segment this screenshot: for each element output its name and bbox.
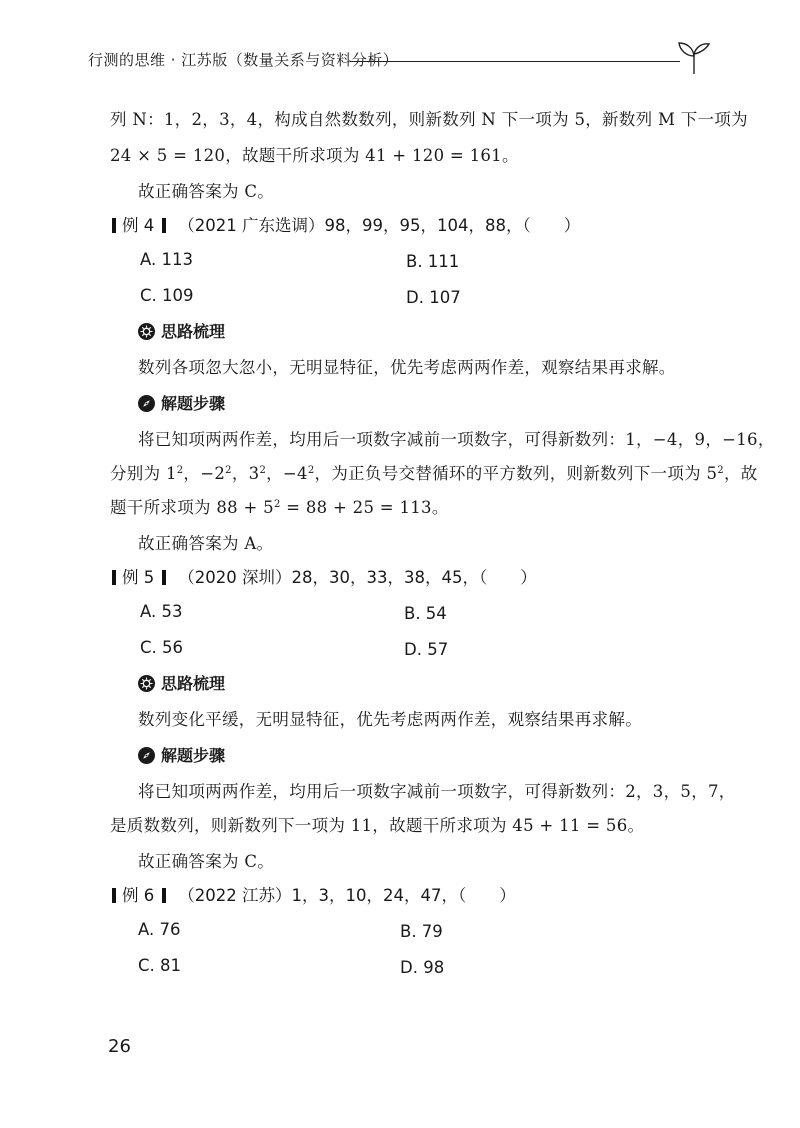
example-source: （2022 江苏） — [178, 886, 292, 905]
example-bar — [112, 570, 116, 585]
example-bar — [112, 218, 116, 233]
option-a: A. 53 — [140, 602, 183, 621]
option-c: C. 56 — [140, 638, 184, 657]
example-source: （2020 深圳） — [178, 568, 292, 587]
example-label: 例 4 — [122, 216, 155, 235]
thinking-heading — [138, 672, 225, 696]
example-heading — [112, 566, 537, 590]
steps-line: 题干所求项为 $88 + 5^2 = 88 + 25 = 113$。 — [110, 498, 449, 517]
steps-line: 分别为 $1^2$，$-2^2$，$3^2$，$-4^2$，为正负号交替循环的平方数列，则新数列下一项为 $5^2$，故 — [110, 464, 758, 483]
example-label: 例 5 — [122, 568, 155, 587]
example-source: （2021 广东选调） — [178, 216, 325, 235]
steps-title: 解题步骤 — [161, 394, 226, 413]
option-a: A. 113 — [140, 250, 193, 269]
steps-line: 是质数数列，则新数列下一项为 11，故题干所求项为 45 + 11 = 56。 — [110, 816, 645, 835]
option-b: B. 79 — [400, 922, 443, 941]
thinking-heading — [138, 320, 225, 344]
example-question: 1，3，10，24，47，（ ） — [291, 886, 516, 905]
example-heading — [112, 884, 516, 908]
option-d: D. 57 — [404, 640, 449, 659]
thinking-title: 思路梳理 — [161, 322, 226, 341]
steps-heading — [138, 744, 225, 768]
gear-bulb-icon — [138, 675, 155, 692]
option-a: A. 76 — [138, 920, 181, 939]
example-label: 例 6 — [122, 886, 155, 905]
text-line: 列 N：1，2，3，4，构成自然数数列，则新数列 N 下一项为 5，新数列 M 下一项为 — [110, 110, 748, 129]
option-c: C. 81 — [138, 956, 182, 975]
option-d: D. 107 — [406, 288, 461, 307]
answer-line: 故正确答案为 C。 — [138, 852, 275, 871]
compass-icon — [138, 747, 155, 764]
example-bar — [162, 570, 166, 585]
page-number: 26 — [108, 1036, 131, 1057]
option-b: B. 54 — [404, 604, 447, 623]
header-title: 行测的思维 · 江苏版（数量关系与资料分析） — [88, 51, 399, 69]
steps-line: 将已知项两两作差，均用后一项数字减前一项数字，可得新数列：1，−4，9，−16， — [138, 430, 775, 449]
text-line: 24 × 5 = 120，故题干所求项为 41 + 120 = 161。 — [110, 146, 519, 165]
thinking-title: 思路梳理 — [161, 674, 226, 693]
example-heading — [112, 214, 580, 238]
gear-bulb-icon — [138, 323, 155, 340]
running-header — [88, 40, 728, 80]
thinking-text: 数列各项忽大忽小，无明显特征，优先考虑两两作差，观察结果再求解。 — [138, 358, 676, 377]
steps-line: 将已知项两两作差，均用后一项数字减前一项数字，可得新数列：2，3，5，7， — [138, 782, 736, 801]
steps-title: 解题步骤 — [161, 746, 226, 765]
thinking-text: 数列变化平缓，无明显特征，优先考虑两两作差，观察结果再求解。 — [138, 710, 642, 729]
option-b: B. 111 — [406, 252, 460, 271]
example-question: 98，99，95，104，88，（ ） — [324, 216, 581, 235]
sprout-icon — [674, 40, 714, 76]
answer-line: 故正确答案为 C。 — [138, 182, 275, 201]
example-bar — [162, 218, 166, 233]
compass-icon — [138, 395, 155, 412]
example-bar — [162, 888, 166, 903]
header-rule — [350, 61, 680, 62]
option-d: D. 98 — [400, 958, 445, 977]
answer-line: 故正确答案为 A。 — [138, 534, 274, 553]
steps-heading — [138, 392, 225, 416]
example-bar — [112, 888, 116, 903]
example-question: 28，30，33，38，45，（ ） — [291, 568, 537, 587]
option-c: C. 109 — [140, 286, 194, 305]
